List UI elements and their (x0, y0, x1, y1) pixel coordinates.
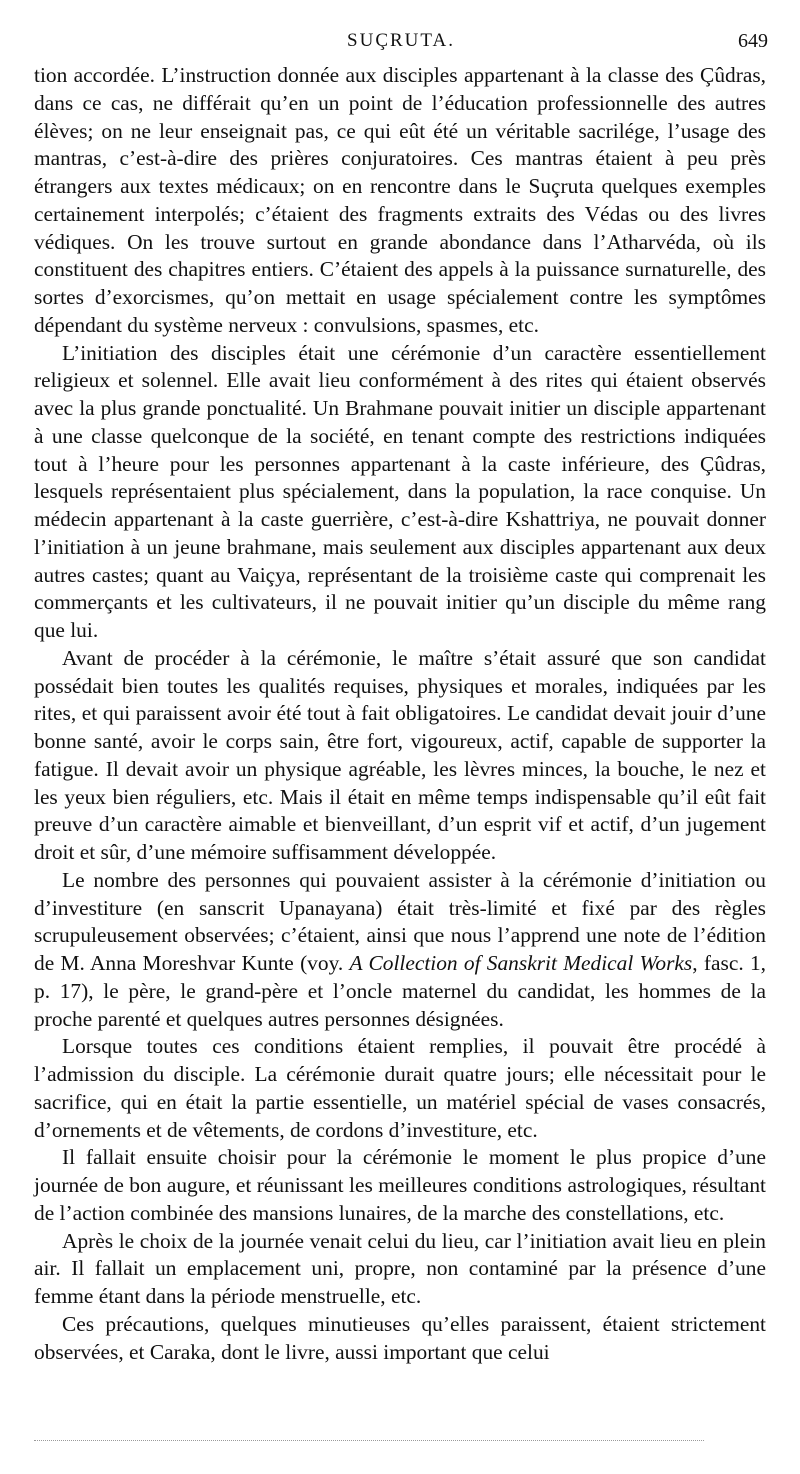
paragraph: tion accordée. L’instruction donnée aux disciples appartenant à la classe des Çûdras, dans ce cas, ne différait qu’en un point de l’éducation professionnelle des autres élèves; on ne leur enseignait pas, ce qui eût été un véritable sacrilége, l’usage des mantras, c’est-à-dire des prières conjuratoires. Ces mantras étaient à peu près étrangers aux textes médicaux; on en rencontre dans le Suçruta quelques exemples certainement interpolés; c’étaient des fragments extraits des Védas ou des livres védiques. On les trouve surtout en grande abondance dans l’Atharvéda, où ils constituent des chapitres entiers. C’étaient des appels à la puissance surnaturelle, des sortes d’exorcismes, qu’on mettait en usage spécialement contre les symptômes dépendant du système nerveux : convulsions, spasmes, etc. (34, 63, 766, 337)
page-number: 649 (738, 30, 768, 52)
paragraph-text: Le nombre des personnes qui pouvaient assister à la cérémonie d’initiation ou d’investiture (en sanscrit Upanayana) était très-limité et fixé par des règles scrupuleusement observées; c’étaient, ainsi que nous l’apprend une note de l’édition de M. Anna Moreshvar Kunte (voy. (34, 867, 766, 975)
paragraph (34, 867, 766, 1034)
body-text (34, 62, 766, 1366)
paragraph-text: , fasc. 1, p. 17), le père, le grand-père et l’oncle maternel du candidat, les hommes de la proche parenté et quelques autres personnes désignées. (34, 951, 767, 1031)
paragraph: Ces précautions, quelques minutieuses qu’elles paraissent, étaient strictement observées, et Caraka, dont le livre, aussi important que celui (34, 1311, 766, 1364)
footer-rule (34, 1440, 704, 1441)
page-header (34, 30, 768, 56)
book-title: A Collection of Sanskrit Medical Works (349, 951, 693, 975)
paragraph: L’initiation des disciples était une cérémonie d’un caractère essentiellement religieux et solennel. Elle avait lieu conformément à des rites qui étaient observés avec la plus grande ponctualité. Un Brahmane pouvait initier un disciple appartenant à une classe quelconque de la société, en tenant compte des restrictions indiquées tout à l’heure pour les personnes appartenant à la caste inférieure, des Çûdras, lesquels représentaient plus spécialement, dans la population, la race conquise. Un médecin appartenant à la caste guerrière, c’est-à-dire Kshattriya, ne pouvait donner l’initiation à un jeune brahmane, mais seulement aux disciples appartenant aux deux autres castes; quant au Vaiçya, représentant de la troisième caste qui comprenait les commerçants et les cultivateurs, il ne pouvait initier qu’un disciple du même rang que lui. (34, 340, 766, 642)
running-title: SUÇRUTA. (347, 30, 455, 51)
paragraph: Après le choix de la journée venait celui du lieu, car l’initiation avait lieu en plein air. Il fallait un emplacement uni, propre, non contaminé par la présence d’une femme étant dans la période menstruelle, etc. (34, 1228, 766, 1308)
paragraph: Lorsque toutes ces conditions étaient remplies, il pouvait être procédé à l’admission du disciple. La cérémonie durait quatre jours; elle nécessitait pour le sacrifice, qui en était la partie essentielle, un matériel spécial de vases consacrés, d’ornements et de vêtements, de cordons d’investiture, etc. (34, 1034, 766, 1142)
paragraph: Il fallait ensuite choisir pour la cérémonie le moment le plus propice d’une journée de bon augure, et réunissant les meilleures conditions astrologiques, résultant de l’action combinée des mansions lunaires, de la marche des constellations, etc. (34, 1145, 766, 1225)
paragraph: Avant de procéder à la cérémonie, le maître s’était assuré que son candidat possédait bien toutes les qualités requises, physiques et morales, indiquées par les rites, et qui paraissent avoir été tout à fait obligatoires. Le candidat devait jouir d’une bonne santé, avoir le corps sain, être fort, vigoureux, actif, capable de supporter la fatigue. Il devait avoir un physique agréable, les lèvres minces, la bouche, le nez et les yeux bien réguliers, etc. Mais il était en même temps indispensable qu’il eût fait preuve d’un caractère aimable et bienveillant, d’un esprit vif et actif, d’un jugement droit et sûr, d’une mémoire suffisamment développée. (34, 645, 766, 864)
